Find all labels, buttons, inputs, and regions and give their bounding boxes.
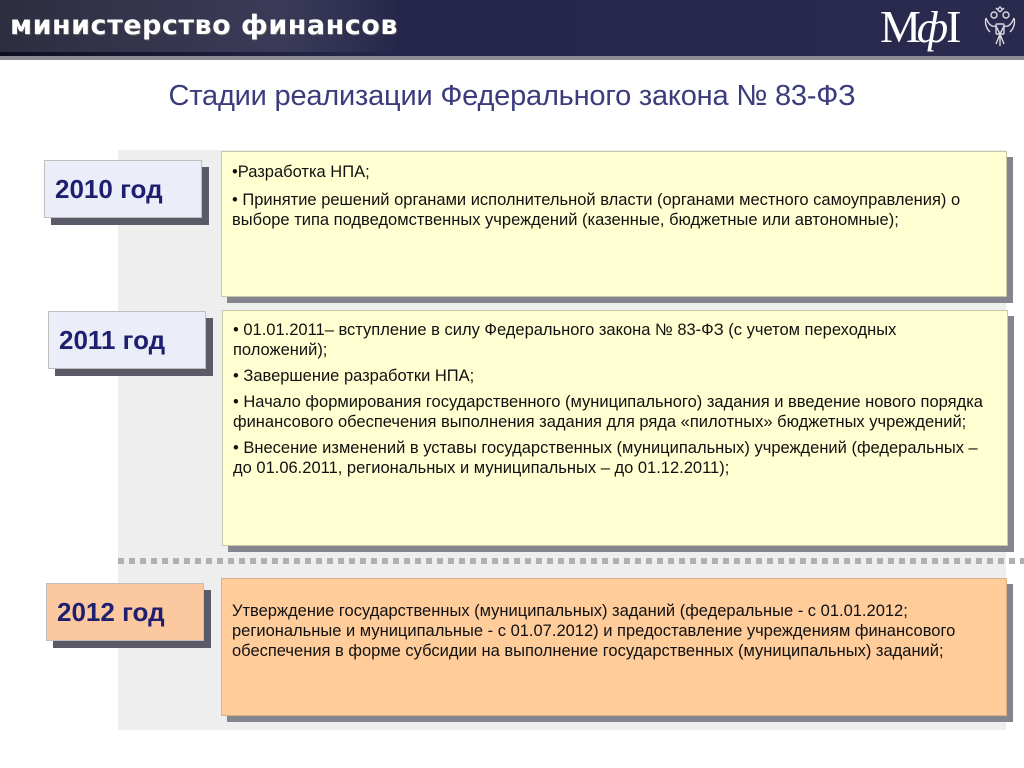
year-label-2010: 2010 год — [44, 160, 202, 218]
page-title: Стадии реализации Федерального закона № 83-ФЗ — [168, 80, 856, 112]
dotted-divider — [118, 558, 1024, 564]
logo-letter-m: М — [880, 1, 921, 52]
stage-2011-item-4: • Внесение изменений в уставы государственных (муниципальных) учреждений (федеральных – до 01.06.2011, региональных и муниципальных – до 01.12.2011); — [233, 439, 978, 477]
logo-letter-i: I — [946, 1, 962, 52]
logo-letter-f: ф — [916, 3, 949, 52]
stage-2011-item-3: • Начало формирования государственного (муниципального) задания и введение нового порядка финансового обеспечения выполнения задания для ряда «пилотных» бюджетных учреждений; — [233, 393, 983, 431]
year-label-2012: 2012 год — [46, 583, 204, 641]
stage-2010-content — [221, 151, 1007, 297]
double-headed-eagle-icon — [982, 6, 1018, 48]
stage-2011-item-1: • 01.01.2011– вступление в силу Федерального закона № 83-ФЗ (с учетом переходных положений); — [233, 321, 897, 359]
ministry-logo — [880, 2, 961, 52]
header-bar — [0, 0, 1024, 56]
stage-2010-item-1: •Разработка НПА; — [232, 163, 370, 181]
stage-2012-content — [221, 578, 1007, 716]
year-label-2011: 2011 год — [48, 311, 206, 369]
header-divider — [0, 56, 1024, 60]
stage-2011-item-2: • Завершение разработки НПА; — [233, 367, 475, 385]
ministry-name: министерство финансов — [10, 10, 398, 41]
stage-2011-content — [222, 310, 1008, 546]
stage-2012-item-1: Утверждение государственных (муниципальных) заданий (федеральные - с 01.01.2012; региональные и муниципальные - с 01.07.2012) и предоставление учреждениям финансового обеспечения в форме субсидии на выполнение государственных (муниципальных) заданий; — [232, 602, 956, 660]
stage-2010-item-2: • Принятие решений органами исполнительной власти (органами местного самоуправления) о выборе типа подведомственных учреждений (казенные, бюджетные или автономные); — [232, 191, 961, 229]
